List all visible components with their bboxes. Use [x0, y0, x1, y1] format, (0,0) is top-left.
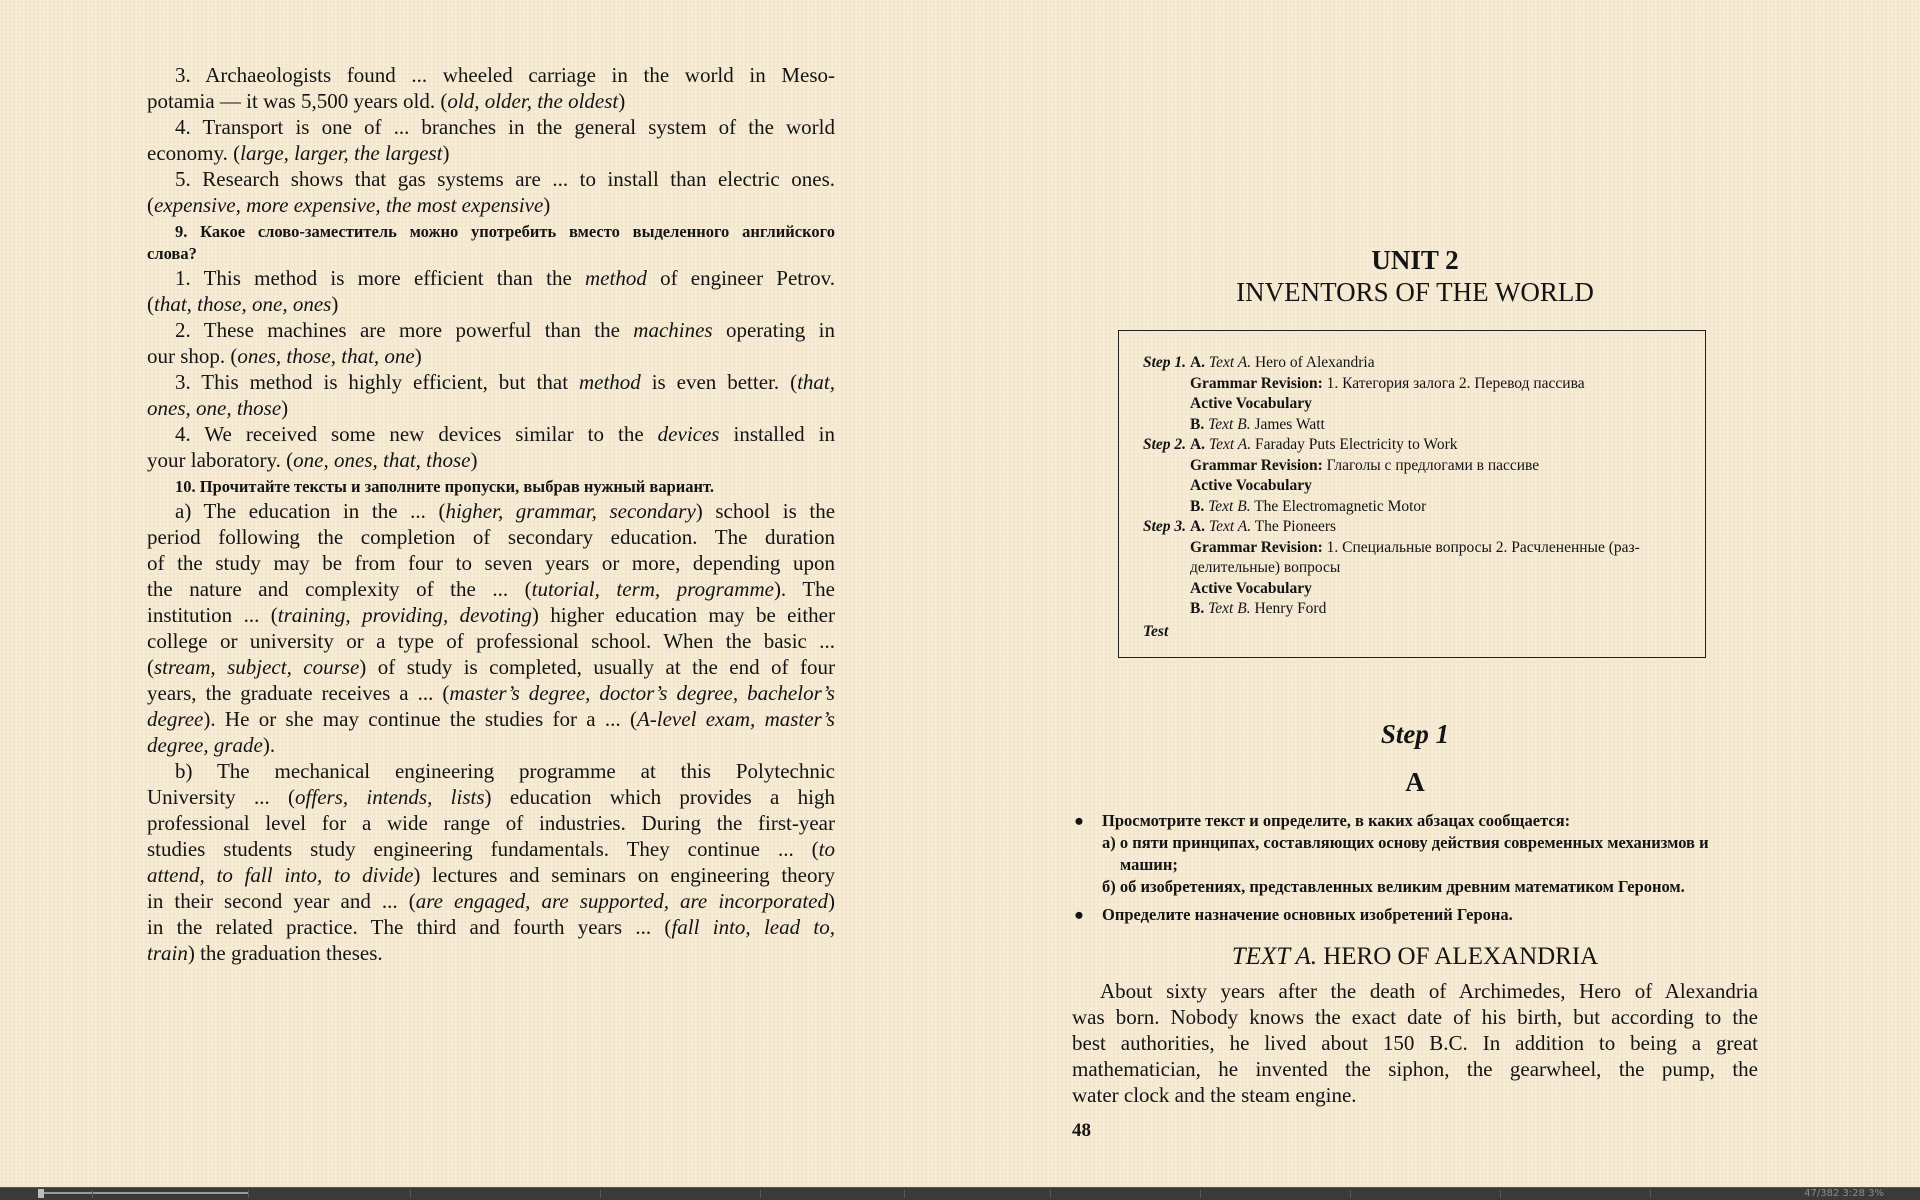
task-subitem: б) об изобретениях, представленных великим древним математиком Героном.	[1102, 877, 1685, 896]
exercise-9-item-4	[147, 421, 835, 473]
task-text: слова?	[147, 244, 197, 263]
toc-text-title: Faraday Puts Electricity to Work	[1254, 436, 1458, 453]
toc-step-3	[1143, 517, 1691, 538]
toc-prefix: A.	[1189, 354, 1206, 371]
answer-options: training, providing, devoting	[277, 603, 532, 627]
text-line: college or university or a type of professional school. When the basic ...	[147, 629, 835, 653]
task-text: Просмотрите текст и определите, в каких абзацах сообщается:	[1102, 811, 1571, 830]
toc-grammar-topic: 1. Категория залога 2. Перевод пассива	[1326, 374, 1585, 392]
toc-text-title: Henry Ford	[1254, 600, 1327, 617]
progress-tick	[904, 1190, 905, 1198]
text-line: 2. These machines are more powerful than the	[175, 318, 634, 342]
text-line: studies students study engineering fundamentals. They continue ... (	[147, 837, 819, 861]
text-line: ). He or she may continue the studies for a ... (	[203, 707, 637, 731]
progress-track[interactable]	[38, 1192, 248, 1194]
task-subitem: машин;	[1120, 855, 1178, 874]
left-page	[147, 62, 835, 966]
progress-tick	[1050, 1190, 1051, 1198]
text-line: a) The education in the ... (	[175, 499, 446, 523]
text-line: mathematician, he invented the siphon, the gearwheel, the pump, the	[1072, 1057, 1758, 1081]
exercise-item-5	[147, 166, 835, 218]
task-list	[1072, 810, 1758, 926]
text-line: ) school is the	[695, 499, 836, 523]
exercise-9-heading	[147, 221, 835, 265]
text-line: 5. Research shows that gas systems are ... to install than electric ones.	[175, 167, 835, 191]
answer-options: old, older, the oldest	[447, 89, 619, 113]
section-letter: A	[1405, 767, 1425, 797]
text-line: institution ... (	[147, 603, 278, 627]
text-line: ) of study is completed, usually at the end of four	[359, 655, 835, 679]
text-line: your laboratory. (	[147, 448, 294, 472]
progress-tick	[410, 1190, 411, 1198]
text-line: )	[281, 396, 289, 420]
toc-text-label: Text A.	[1208, 436, 1252, 453]
answer-options: degree	[147, 707, 204, 731]
text-line: was born. Nobody knows the exact date of his birth, but according to the	[1072, 1005, 1758, 1029]
text-line: years, the graduate receives a ... (	[147, 681, 450, 705]
text-line: (	[147, 292, 154, 316]
unit-contents-box	[1118, 330, 1706, 658]
progress-tick	[1650, 1190, 1651, 1198]
toc-prefix: A.	[1189, 518, 1206, 535]
toc-prefix: A.	[1189, 436, 1206, 453]
exercise-10-text-a	[147, 498, 835, 758]
text-title: HERO OF ALEXANDRIA	[1323, 943, 1599, 970]
toc-text-label: Text B.	[1208, 415, 1251, 433]
answer-options: that, those, one, ones	[154, 292, 332, 316]
answer-options: train	[147, 941, 188, 965]
reader-status-bar	[0, 1187, 1920, 1200]
text-line: professional level for a wide range of industries. During the first-year	[147, 811, 835, 835]
text-line: in their second year and ... (	[147, 889, 416, 913]
task-item	[1072, 904, 1758, 926]
text-line: 3. Archaeologists found ... wheeled carriage in the world in Meso-	[175, 63, 835, 87]
step-label: Step 1.	[1143, 354, 1187, 371]
text-line: ) education which provides a high	[484, 785, 835, 809]
progress-tick	[1500, 1190, 1501, 1198]
text-line: b) The mechanical engineering programme at this Polytechnic	[175, 759, 835, 783]
exercise-item-3	[147, 62, 835, 114]
answer-options: large, larger, the largest	[240, 141, 443, 165]
text-line: economy. (	[147, 141, 241, 165]
exercise-10-heading	[147, 476, 835, 498]
text-line: )	[442, 141, 450, 165]
unit-title: INVENTORS OF THE WORLD	[1236, 277, 1594, 307]
text-line: of the study may be from four to seven years or more, depending upon	[147, 551, 835, 575]
task-text: Определите назначение основных изобретений Герона.	[1102, 905, 1513, 924]
answer-options: to	[818, 837, 835, 861]
toc-text-label: Text B.	[1208, 600, 1251, 617]
highlighted-word: devices	[657, 422, 720, 446]
text-line: 4. We received some new devices similar to the	[175, 422, 658, 446]
answer-options: tutorial, term, programme	[531, 577, 774, 601]
highlighted-word: method	[578, 370, 641, 394]
text-line: ) lectures and seminars on engineering theory	[413, 863, 835, 887]
text-line: 1. This method is more efficient than the	[175, 266, 586, 290]
text-line: )	[470, 448, 478, 472]
toc-text-title: The Electromagnetic Motor	[1254, 497, 1427, 515]
text-line: (	[147, 193, 154, 217]
toc-text-label: Text A.	[1208, 354, 1252, 371]
answer-options: A-level exam, master’s	[636, 707, 835, 731]
toc-grammar-label: Grammar Revision:	[1190, 538, 1323, 556]
text-line: period following the completion of secondary education. The duration	[147, 525, 835, 549]
toc-grammar-label: Grammar Revision:	[1190, 456, 1323, 474]
task-text: 9. Какое слово-заместитель можно употребить вместо выделенного английского	[175, 222, 835, 241]
exercise-item-4	[147, 114, 835, 166]
text-line: University ... (	[147, 785, 296, 809]
status-info: 47/382 3:28 3%	[1804, 1188, 1884, 1199]
highlighted-word: method	[585, 266, 647, 290]
answer-options: are engaged, are supported, are incorporated	[415, 889, 828, 913]
text-line: ) the graduation theses.	[187, 941, 383, 965]
answer-options: ones, one, those	[147, 396, 282, 420]
text-line: )	[827, 889, 835, 913]
progress-handle[interactable]	[38, 1189, 44, 1198]
step-label: Step 2.	[1143, 436, 1187, 453]
unit-number: UNIT 2	[1371, 245, 1459, 275]
progress-tick	[1200, 1190, 1201, 1198]
text-line: water clock and the steam engine.	[1072, 1083, 1357, 1107]
answer-options: degree, grade	[147, 733, 263, 757]
answer-options: one, ones, that, those	[293, 448, 471, 472]
text-line: (	[147, 655, 154, 679]
toc-prefix: B.	[1190, 415, 1205, 433]
text-line: About sixty years after the death of Archimedes, Hero of Alexandria	[1100, 979, 1758, 1003]
highlighted-word: machines	[633, 318, 713, 342]
toc-test: Test	[1143, 622, 1169, 640]
toc-step-2	[1143, 435, 1691, 456]
toc-text-title: The Pioneers	[1254, 518, 1337, 535]
step-label: Step 3.	[1143, 518, 1187, 535]
toc-grammar-topic: 1. Специальные вопросы 2. Расчлененные (раз-	[1326, 538, 1640, 556]
text-a-body	[1072, 978, 1758, 1108]
right-page	[1072, 244, 1758, 1142]
text-line: 3. This method is highly efficient, but that	[175, 370, 579, 394]
toc-vocabulary: Active Vocabulary	[1190, 579, 1312, 597]
progress-tick	[92, 1190, 93, 1198]
text-line: in the related practice. The third and fourth years ... (	[147, 915, 672, 939]
toc-grammar-topic: делительные) вопросы	[1190, 559, 1341, 576]
answer-options: ones, those, that, one	[237, 344, 415, 368]
text-line: installed in	[719, 422, 835, 446]
toc-vocabulary: Active Vocabulary	[1190, 395, 1312, 412]
answer-options: higher, grammar, secondary	[445, 499, 696, 523]
toc-grammar-topic: Глаголы с предлогами в пассиве	[1326, 456, 1540, 474]
answer-options: fall into, lead to,	[671, 915, 835, 939]
toc-text-title: Hero of Alexandria	[1254, 354, 1375, 371]
text-line: best authorities, he lived about 150 B.C. In addition to being a great	[1072, 1031, 1758, 1055]
task-text: 10. Прочитайте тексты и заполните пропуски, выбрав нужный вариант.	[175, 477, 715, 496]
progress-tick	[760, 1190, 761, 1198]
toc-prefix: B.	[1190, 600, 1205, 617]
answer-options: master’s degree, doctor’s degree, bachelor’s	[449, 681, 835, 705]
answer-options: stream, subject, course	[154, 655, 360, 679]
progress-tick	[1350, 1190, 1351, 1198]
task-subitem: а) о пяти принципах, составляющих основу действия современных механизмов и	[1102, 833, 1709, 852]
text-line: 4. Transport is one of ... branches in the general system of the world	[175, 115, 835, 139]
toc-text-label: Text A.	[1208, 518, 1252, 535]
text-line: of engineer Petrov.	[646, 266, 836, 290]
toc-text-title: James Watt	[1254, 415, 1325, 433]
text-line: our shop. (	[147, 344, 238, 368]
toc-vocabulary: Active Vocabulary	[1190, 477, 1312, 494]
text-line: operating in	[712, 318, 836, 342]
exercise-9-item-1	[147, 265, 835, 317]
answer-options: offers, intends, lists	[295, 785, 485, 809]
exercise-10-text-b	[147, 758, 835, 966]
text-line: the nature and complexity of the ... (	[147, 577, 532, 601]
answer-options: expensive, more expensive, the most expensive	[154, 193, 544, 217]
toc-step-1	[1143, 353, 1691, 374]
progress-tick	[248, 1190, 249, 1198]
answer-options: that,	[797, 370, 835, 394]
text-label: TEXT A.	[1231, 943, 1317, 970]
toc-grammar-label: Grammar Revision:	[1190, 374, 1323, 392]
text-line: )	[543, 193, 551, 217]
step-title: Step 1	[1380, 719, 1450, 749]
bullet-icon: ●	[1074, 905, 1084, 924]
toc-prefix: B.	[1190, 497, 1205, 515]
exercise-9-item-3	[147, 369, 835, 421]
text-line: ) higher education may be either	[531, 603, 835, 627]
text-line: )	[618, 89, 626, 113]
task-item	[1072, 810, 1758, 832]
text-line: ). The	[773, 577, 835, 601]
progress-tick	[600, 1190, 601, 1198]
text-line: is even better. (	[640, 370, 798, 394]
text-a-title	[1072, 942, 1758, 972]
text-line: )	[414, 344, 422, 368]
exercise-9-item-2	[147, 317, 835, 369]
text-line: )	[331, 292, 339, 316]
answer-options: attend, to fall into, to divide	[147, 863, 414, 887]
bullet-icon: ●	[1074, 811, 1084, 830]
text-line: ).	[262, 733, 276, 757]
text-line: potamia — it was 5,500 years old. (	[147, 89, 448, 113]
toc-text-label: Text B.	[1208, 497, 1251, 515]
page-number: 48	[1072, 1120, 1091, 1141]
